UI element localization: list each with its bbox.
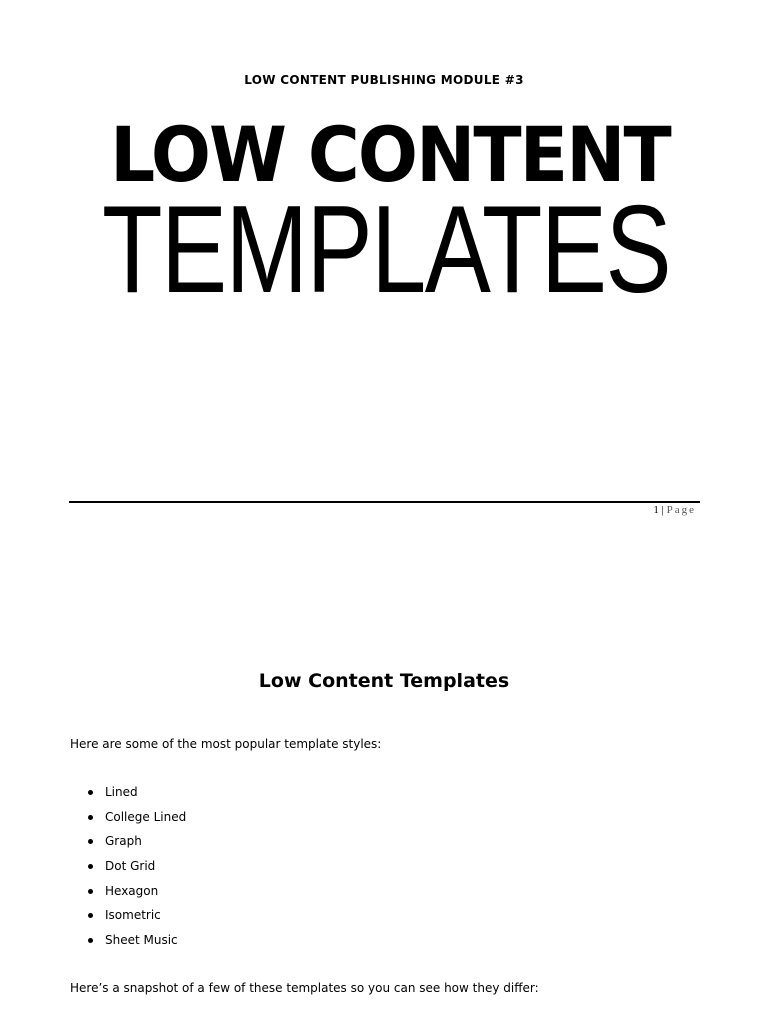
bullet-dot-icon (88, 889, 93, 894)
section-title: Low Content Templates (258, 670, 510, 692)
list-item (88, 854, 186, 879)
bullet-dot-icon (88, 938, 93, 943)
list-item-label: Dot Grid (105, 859, 156, 874)
intro-text: Here are some of the most popular template styles: (70, 737, 382, 751)
list-item-label: Graph (105, 834, 142, 849)
cover-title-bold: LOW CONTENT (110, 110, 670, 199)
template-style-list (88, 780, 186, 953)
bullet-dot-icon (88, 913, 93, 918)
bullet-dot-icon (88, 790, 93, 795)
page-number: 1 (653, 504, 659, 516)
snapshot-text: Here’s a snapshot of a few of these templates so you can see how they differ: (70, 981, 539, 995)
cover-title-thin: TEMPLATES (101, 181, 671, 319)
list-item-label: Isometric (105, 908, 161, 923)
list-item-label: Sheet Music (105, 933, 178, 948)
list-item (88, 928, 186, 953)
page-word: Page (666, 504, 696, 516)
footer-divider (69, 501, 700, 503)
list-item (88, 780, 186, 805)
list-item (88, 805, 186, 830)
bullet-dot-icon (88, 815, 93, 820)
list-item (88, 879, 186, 904)
bullet-dot-icon (88, 839, 93, 844)
bullet-dot-icon (88, 864, 93, 869)
page-separator: | (661, 504, 664, 516)
list-item (88, 829, 186, 854)
module-label: LOW CONTENT PUBLISHING MODULE #3 (244, 73, 524, 87)
page-footer (653, 504, 696, 516)
list-item (88, 903, 186, 928)
list-item-label: College Lined (105, 809, 187, 824)
list-item-label: Lined (105, 785, 138, 799)
list-item-label: Hexagon (105, 883, 159, 898)
